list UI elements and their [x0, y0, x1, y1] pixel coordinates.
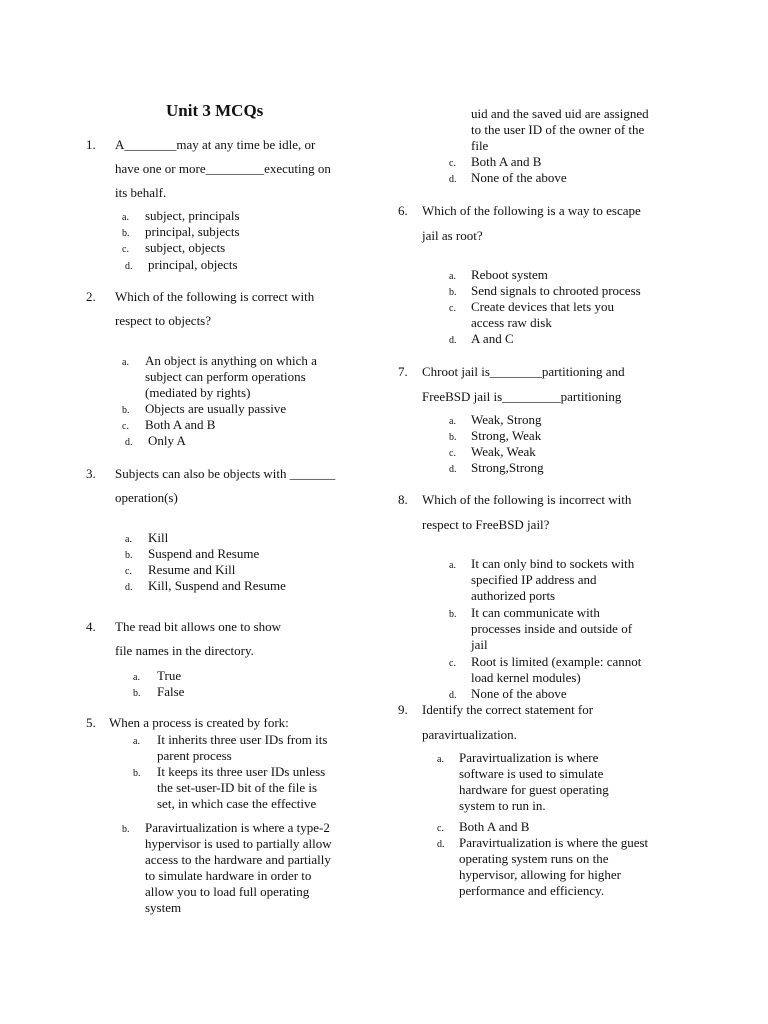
option-text: parent process — [157, 748, 232, 763]
option-letter: d. — [437, 839, 445, 850]
question-stem: Which of the following is incorrect with — [422, 492, 632, 507]
option-text: to simulate hardware in order to — [145, 868, 312, 883]
question-stem: Identify the correct statement for — [422, 702, 594, 717]
option-text: system to run in. — [459, 798, 546, 813]
option-letter: b. — [133, 688, 141, 699]
option-letter: d. — [125, 437, 133, 448]
continued-option-text: uid and the saved uid are assigned — [471, 106, 649, 121]
option-text: Suspend and Resume — [148, 546, 260, 561]
question-stem: The read bit allows one to show — [115, 619, 282, 634]
option-text: processes inside and outside of — [471, 621, 633, 636]
option-text: Reboot system — [471, 267, 548, 282]
option-text: Paravirtualization is where the guest — [459, 835, 649, 850]
question-stem: Chroot jail is________partitioning and — [422, 364, 625, 379]
option-letter: d. — [449, 464, 457, 475]
option-text: (mediated by rights) — [145, 385, 251, 400]
option-text: Weak, Weak — [471, 444, 536, 459]
option-text: Create devices that lets you — [471, 299, 614, 314]
option-text: principal, subjects — [145, 224, 240, 239]
option-text: load kernel modules) — [471, 670, 581, 685]
option-text: True — [157, 668, 182, 683]
continued-option-text: file — [471, 138, 489, 153]
option-text: set, in which case the effective — [157, 796, 317, 811]
option-letter: c. — [449, 158, 456, 169]
option-text: Paravirtualization is where a type-2 — [145, 820, 330, 835]
question-stem: its behalf. — [115, 185, 167, 200]
option-letter: c. — [122, 244, 129, 255]
option-text: Root is limited (example: cannot — [471, 654, 642, 669]
option-text: Objects are usually passive — [145, 401, 287, 416]
option-letter: b. — [449, 287, 457, 298]
option-letter: a. — [133, 736, 140, 747]
option-letter: b. — [449, 609, 457, 620]
option-text: hardware for guest operating — [459, 782, 609, 797]
question-number: 8. — [398, 492, 408, 507]
option-text: system — [145, 900, 182, 915]
option-text: operating system runs on the — [459, 851, 609, 866]
question-stem: paravirtualization. — [422, 727, 517, 742]
option-text: Resume and Kill — [148, 562, 236, 577]
option-letter: b. — [133, 768, 141, 779]
question-stem: jail as root? — [422, 228, 483, 243]
option-text: Both A and B — [471, 154, 542, 169]
option-text: subject, principals — [145, 208, 240, 223]
option-text: A and C — [471, 331, 514, 346]
option-text: Only A — [148, 433, 186, 448]
question-stem: file names in the directory. — [115, 643, 254, 658]
option-text: Kill — [148, 530, 169, 545]
option-letter: c. — [122, 421, 129, 432]
option-letter: b. — [122, 824, 130, 835]
option-letter: d. — [125, 261, 133, 272]
option-letter: b. — [122, 228, 130, 239]
question-stem: When a process is created by fork: — [109, 715, 289, 730]
question-stem: respect to FreeBSD jail? — [422, 517, 550, 532]
option-text: Strong,Strong — [471, 460, 544, 475]
option-text: Kill, Suspend and Resume — [148, 578, 286, 593]
option-letter: a. — [122, 357, 129, 368]
question-number: 7. — [398, 364, 408, 379]
option-letter: a. — [437, 754, 444, 765]
option-letter: c. — [449, 303, 456, 314]
option-text: False — [157, 684, 185, 699]
option-letter: c. — [125, 566, 132, 577]
option-text: allow you to load full operating — [145, 884, 310, 899]
question-number: 2. — [86, 289, 96, 304]
option-text: None of the above — [471, 686, 567, 701]
option-letter: d. — [449, 690, 457, 701]
option-text: Both A and B — [459, 819, 530, 834]
option-letter: a. — [125, 534, 132, 545]
option-text: the set-user-ID bit of the file is — [157, 780, 318, 795]
question-stem: Which of the following is correct with — [115, 289, 315, 304]
option-letter: b. — [122, 405, 130, 416]
question-number: 3. — [86, 466, 96, 481]
option-text: It inherits three user IDs from its — [157, 732, 328, 747]
option-letter: d. — [125, 582, 133, 593]
option-text: It can communicate with — [471, 605, 600, 620]
question-number: 1. — [86, 137, 96, 152]
option-text: None of the above — [471, 170, 567, 185]
option-text: specified IP address and — [471, 572, 597, 587]
option-letter: a. — [133, 672, 140, 683]
option-text: Send signals to chrooted process — [471, 283, 641, 298]
question-number: 9. — [398, 702, 408, 717]
continued-option-text: to the user ID of the owner of the — [471, 122, 645, 137]
option-text: subject can perform operations — [145, 369, 306, 384]
question-stem: have one or more_________executing on — [115, 161, 331, 176]
question-number: 4. — [86, 619, 96, 634]
option-letter: a. — [449, 416, 456, 427]
option-text: jail — [471, 637, 488, 652]
option-text: software is used to simulate — [459, 766, 604, 781]
option-letter: b. — [449, 432, 457, 443]
option-letter: b. — [125, 550, 133, 561]
option-text: Weak, Strong — [471, 412, 542, 427]
option-letter: c. — [449, 658, 456, 669]
question-stem: operation(s) — [115, 490, 178, 505]
question-number: 5. — [86, 715, 96, 730]
option-text: access raw disk — [471, 315, 552, 330]
option-text: subject, objects — [145, 240, 226, 255]
option-text: access to the hardware and partially — [145, 852, 331, 867]
option-letter: a. — [449, 271, 456, 282]
option-text: Paravirtualization is where — [459, 750, 599, 765]
question-stem: Which of the following is a way to escape — [422, 203, 641, 218]
option-letter: a. — [122, 212, 129, 223]
option-letter: d. — [449, 335, 457, 346]
option-letter: a. — [449, 560, 456, 571]
option-text: principal, objects — [148, 257, 238, 272]
question-stem: FreeBSD jail is_________partitioning — [422, 389, 622, 404]
option-text: Both A and B — [145, 417, 216, 432]
page-title: Unit 3 MCQs — [166, 101, 264, 120]
question-stem: Subjects can also be objects with _______ — [115, 466, 336, 481]
question-stem: respect to objects? — [115, 313, 212, 328]
option-letter: c. — [449, 448, 456, 459]
option-text: hypervisor is used to partially allow — [145, 836, 332, 851]
option-text: It can only bind to sockets with — [471, 556, 635, 571]
option-text: It keeps its three user IDs unless — [157, 764, 326, 779]
option-text: An object is anything on which a — [145, 353, 317, 368]
option-text: hypervisor, allowing for higher — [459, 867, 621, 882]
question-stem: A________may at any time be idle, or — [115, 137, 316, 152]
option-text: Strong, Weak — [471, 428, 542, 443]
option-letter: d. — [449, 174, 457, 185]
option-letter: c. — [437, 823, 444, 834]
question-number: 6. — [398, 203, 408, 218]
option-text: authorized ports — [471, 588, 556, 603]
option-text: performance and efficiency. — [459, 883, 605, 898]
